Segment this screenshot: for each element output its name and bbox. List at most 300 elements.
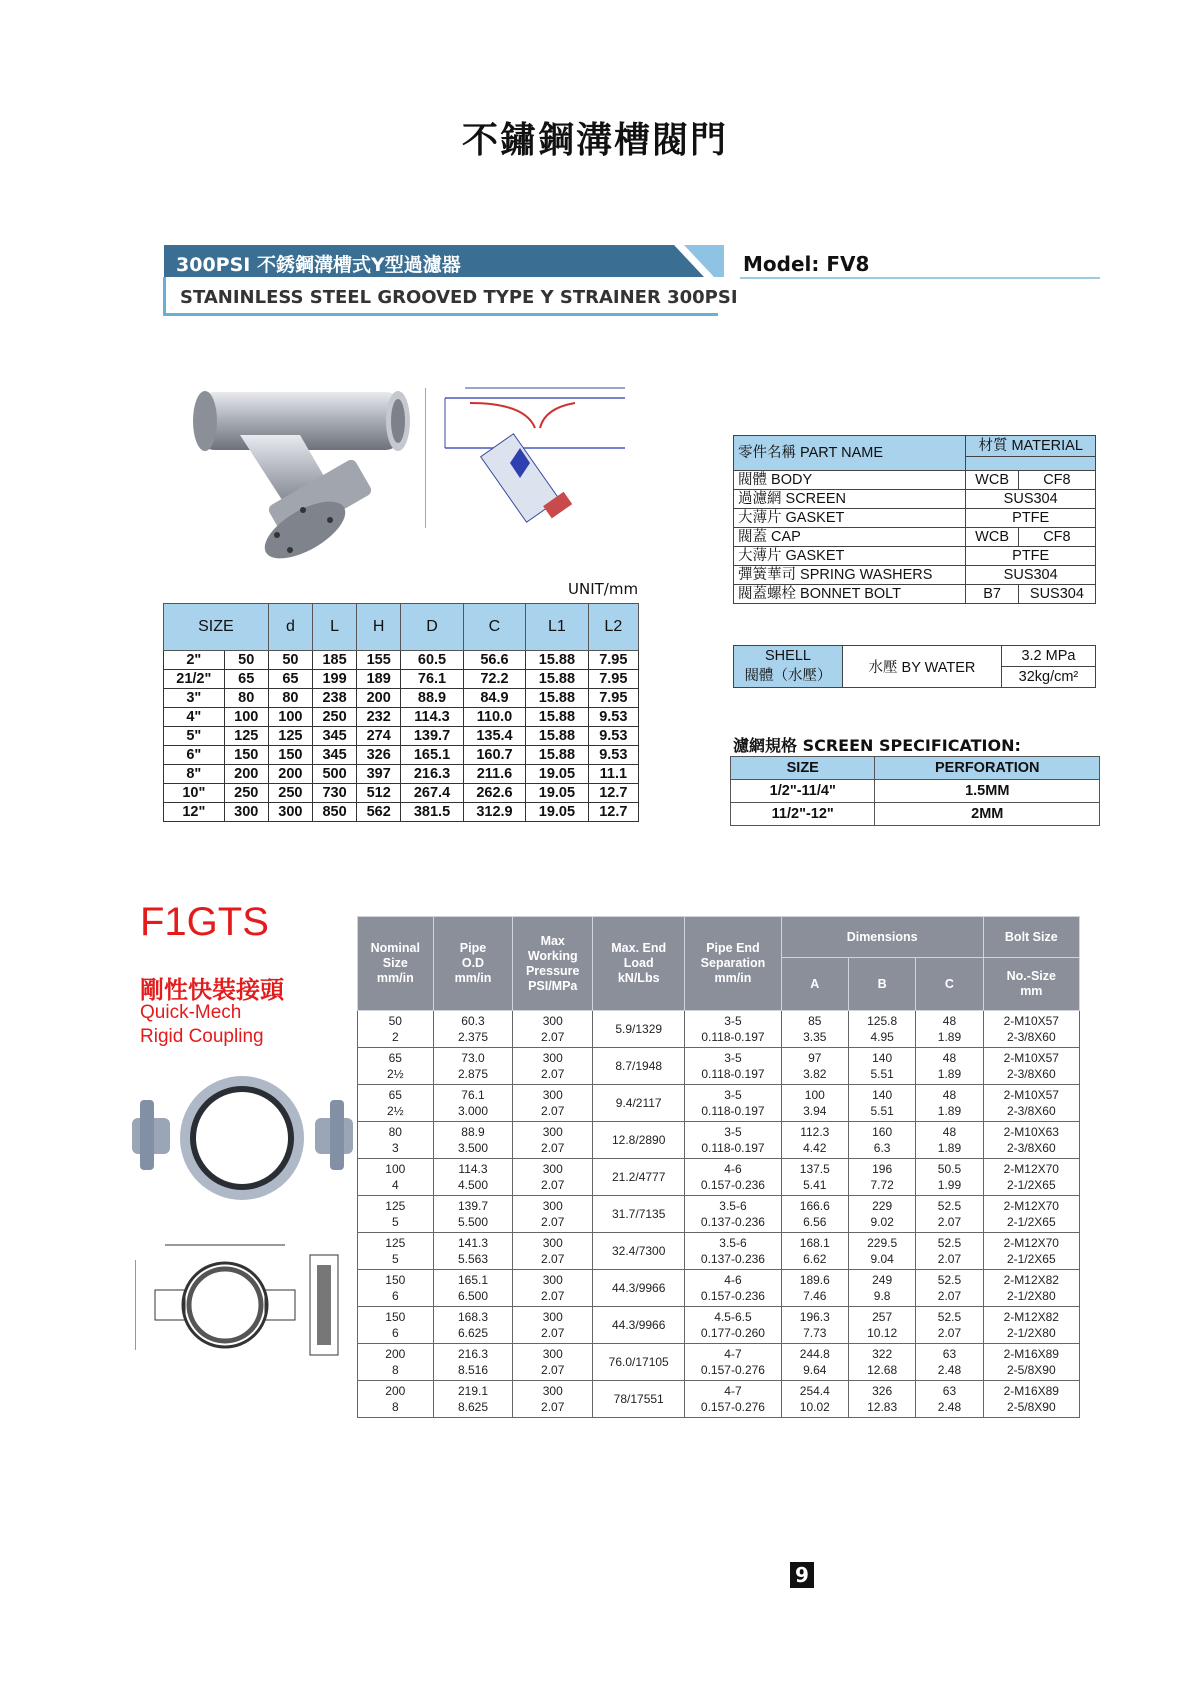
coupling-value: 300 <box>542 1088 563 1102</box>
header-size: SIZE <box>164 604 269 651</box>
coupling-value: 249 <box>872 1273 893 1287</box>
shell-cell <box>734 646 843 688</box>
coupling-cell <box>433 1122 513 1159</box>
size-table-cell: 165.1 <box>401 746 463 765</box>
coupling-value: 6 <box>391 1289 399 1303</box>
coupling-cell: 21.2/4777 <box>593 1159 685 1196</box>
coupling-value: 322 <box>872 1347 893 1361</box>
coupling-cell <box>433 1381 513 1418</box>
coupling-cell <box>433 1048 513 1085</box>
coupling-row <box>358 1048 1080 1085</box>
parts-row <box>734 490 1096 509</box>
coupling-value: 2.07 <box>541 1252 565 1266</box>
coupling-value: 244.8 <box>799 1347 830 1361</box>
coupling-value: 2.07 <box>937 1289 962 1303</box>
coupling-value: 3.5-6 <box>719 1199 747 1213</box>
coupling-value: 76.1 <box>461 1088 485 1102</box>
coupling-value: 300 <box>542 1273 563 1287</box>
coupling-cell <box>433 1307 513 1344</box>
coupling-value: 9.02 <box>870 1215 894 1229</box>
size-table-cell: 60.5 <box>401 651 463 670</box>
coupling-value: 112.3 <box>800 1125 830 1139</box>
size-table-cell: 15.88 <box>526 727 588 746</box>
screen-spec-table <box>730 756 1100 826</box>
size-table-cell: 185 <box>312 651 356 670</box>
coupling-cell <box>685 1159 781 1196</box>
unit-label: UNIT/mm <box>568 580 639 598</box>
size-table-cell: 199 <box>312 670 356 689</box>
coupling-value: 8 <box>391 1400 399 1414</box>
coupling-value: 2.07 <box>541 1289 565 1303</box>
coupling-cell <box>983 1085 1079 1122</box>
coupling-cell <box>358 1381 434 1418</box>
coupling-cell <box>358 1196 434 1233</box>
size-table-cell: 232 <box>357 708 401 727</box>
coupling-cell <box>513 1381 593 1418</box>
coupling-value: 5.51 <box>870 1067 894 1081</box>
size-table-cell: 15.88 <box>526 708 588 727</box>
coupling-row <box>358 1233 1080 1270</box>
coupling-value: 3.82 <box>803 1067 827 1081</box>
coupling-cell <box>781 1011 848 1048</box>
coupling-value: 50.5 <box>937 1162 962 1176</box>
page-number: 9 <box>790 1562 814 1588</box>
header-text: No.-Size <box>1006 969 1056 983</box>
coupling-value: 5.563 <box>457 1252 488 1266</box>
coupling-value: 4 <box>391 1178 399 1192</box>
size-table-row <box>164 689 639 708</box>
size-table-row <box>164 708 639 727</box>
coupling-value: 0.118-0.197 <box>701 1104 765 1118</box>
parts-row <box>734 528 1096 547</box>
header-l: L <box>312 604 356 651</box>
size-table-cell: 6" <box>164 746 225 765</box>
coupling-value: 140 <box>872 1051 893 1065</box>
coupling-cell <box>781 1233 848 1270</box>
coupling-cell: 12.8/2890 <box>593 1122 685 1159</box>
coupling-value: 3-5 <box>724 1125 742 1139</box>
size-table-cell: 5" <box>164 727 225 746</box>
header-d: d <box>268 604 312 651</box>
banner-underline <box>163 313 718 316</box>
coupling-value: 2-1/2X80 <box>1006 1326 1056 1340</box>
size-table-cell: 125 <box>268 727 312 746</box>
size-table-cell: 250 <box>268 784 312 803</box>
coupling-cell <box>781 1122 848 1159</box>
coupling-cell <box>916 1381 983 1418</box>
size-table-row <box>164 765 639 784</box>
part-material: PTFE <box>966 509 1096 528</box>
size-table-cell: 238 <box>312 689 356 708</box>
coupling-value: 2.48 <box>937 1363 962 1377</box>
header-text: Load <box>623 956 654 970</box>
part-material: SUS304 <box>966 490 1096 509</box>
coupling-value: 100 <box>385 1162 406 1176</box>
coupling-value: 65 <box>388 1051 402 1065</box>
coupling-value: 0.118-0.197 <box>701 1067 765 1081</box>
coupling-value: 2.07 <box>541 1326 565 1340</box>
screen-spec-title: 濾網規格 SCREEN SPECIFICATION: <box>733 736 1021 755</box>
size-table-cell: 200 <box>357 689 401 708</box>
coupling-cell: 8.7/1948 <box>593 1048 685 1085</box>
coupling-value: 6.500 <box>457 1289 488 1303</box>
coupling-row <box>358 1159 1080 1196</box>
coupling-value: 4-7 <box>724 1347 742 1361</box>
coupling-value: 168.3 <box>457 1310 488 1324</box>
coupling-cell <box>983 1270 1079 1307</box>
coupling-cell <box>916 1048 983 1085</box>
size-table-row <box>164 746 639 765</box>
coupling-cell <box>433 1196 513 1233</box>
coupling-value: 5.41 <box>803 1178 827 1192</box>
header-bolt-size: Bolt Size <box>983 917 1079 958</box>
coupling-cell <box>685 1011 781 1048</box>
size-table-cell: 80 <box>224 689 268 708</box>
coupling-cell <box>513 1048 593 1085</box>
coupling-cell <box>983 1196 1079 1233</box>
coupling-value: 2½ <box>386 1104 404 1118</box>
size-table-cell: 7.95 <box>588 651 638 670</box>
coupling-value: 2.07 <box>541 1215 565 1229</box>
coupling-cell <box>983 1307 1079 1344</box>
coupling-cell <box>983 1159 1079 1196</box>
f1gts-cn: 剛性快裝接頭 <box>140 976 284 1004</box>
page-title: 不鏽鋼溝槽閥門 <box>461 120 728 161</box>
coupling-value: 0.137-0.236 <box>700 1215 765 1229</box>
coupling-value: 300 <box>542 1162 563 1176</box>
coupling-cell <box>916 1122 983 1159</box>
screen-size: 1/2"-11/4" <box>731 780 875 803</box>
coupling-cell <box>848 1085 915 1122</box>
coupling-value: 125 <box>385 1236 406 1250</box>
coupling-cell <box>848 1048 915 1085</box>
coupling-value: 0.157-0.276 <box>700 1363 765 1377</box>
coupling-value: 6.56 <box>803 1215 827 1229</box>
header-dd: D <box>401 604 463 651</box>
header-b: B <box>848 958 915 1011</box>
banner-title-en: STANINLESS STEEL GROOVED TYPE Y STRAINER 300PSI <box>180 287 738 308</box>
coupling-value: 0.157-0.236 <box>700 1289 765 1303</box>
header-text: PSI/MPa <box>528 978 578 993</box>
size-table-row <box>164 784 639 803</box>
screen-size: 11/2"-12" <box>731 803 875 826</box>
coupling-value: 48 <box>942 1014 957 1028</box>
coupling-value: 2-1/2X65 <box>1006 1215 1056 1229</box>
coupling-value: 141.3 <box>457 1236 488 1250</box>
coupling-value: 7.72 <box>870 1178 894 1192</box>
coupling-cell <box>848 1159 915 1196</box>
header-text: mm <box>1020 984 1043 998</box>
coupling-value: 2-M16X89 <box>1003 1347 1059 1361</box>
coupling-value: 2-M16X89 <box>1003 1384 1059 1398</box>
coupling-cell <box>983 1011 1079 1048</box>
size-table-cell: 15.88 <box>526 670 588 689</box>
size-table-cell: 9.53 <box>588 746 638 765</box>
header-text: Pressure <box>525 963 580 978</box>
size-table-cell: 730 <box>312 784 356 803</box>
coupling-value: 9.04 <box>870 1252 894 1266</box>
coupling-cell <box>781 1159 848 1196</box>
size-table-cell: 189 <box>357 670 401 689</box>
header-text: mm/in <box>714 971 752 985</box>
size-table-cell: 155 <box>357 651 401 670</box>
coupling-cell <box>916 1344 983 1381</box>
coupling-value: 114.3 <box>458 1162 488 1176</box>
coupling-value: 2-5/8X90 <box>1006 1363 1056 1377</box>
coupling-value: 4.5-6.5 <box>714 1310 752 1324</box>
size-table-cell: 7.95 <box>588 689 638 708</box>
coupling-value: 7.73 <box>803 1326 827 1340</box>
coupling-row <box>358 1122 1080 1159</box>
coupling-cell <box>433 1233 513 1270</box>
size-table <box>163 603 639 822</box>
coupling-row <box>358 1011 1080 1048</box>
coupling-value: 165.1 <box>457 1273 488 1287</box>
part-material: WCB <box>966 528 1018 547</box>
coupling-value: 2-M10X57 <box>1003 1051 1059 1065</box>
parts-header-name: 零件名稱 PART NAME <box>734 436 966 471</box>
size-table-cell: 80 <box>268 689 312 708</box>
part-name: 閥蓋螺栓 BONNET BOLT <box>734 585 966 604</box>
size-table-cell: 262.6 <box>463 784 525 803</box>
size-table-cell: 397 <box>357 765 401 784</box>
size-table-cell: 512 <box>357 784 401 803</box>
coupling-value: 52.5 <box>937 1273 962 1287</box>
coupling-cell <box>848 1344 915 1381</box>
part-material: SUS304 <box>966 566 1096 585</box>
part-material: SUS304 <box>1018 585 1095 604</box>
shell-cn: 閥體（水壓） <box>744 668 832 684</box>
coupling-value: 2-3/8X60 <box>1006 1030 1056 1044</box>
part-name: 過濾網 SCREEN <box>734 490 966 509</box>
coupling-cell <box>513 1233 593 1270</box>
coupling-value: 85 <box>808 1014 822 1028</box>
coupling-value: 5 <box>391 1252 399 1266</box>
coupling-value: 1.89 <box>937 1030 962 1044</box>
coupling-value: 300 <box>542 1014 563 1028</box>
coupling-cell <box>983 1381 1079 1418</box>
part-name: 閥體 BODY <box>734 471 966 490</box>
coupling-value: 140 <box>872 1088 893 1102</box>
model-label: Model: FV8 <box>743 252 870 276</box>
header-text: Max <box>540 933 565 948</box>
size-table-cell: 100 <box>224 708 268 727</box>
coupling-value: 6 <box>391 1326 399 1340</box>
coupling-value: 60.3 <box>461 1014 485 1028</box>
coupling-cell <box>848 1011 915 1048</box>
coupling-row <box>358 1085 1080 1122</box>
part-material: WCB <box>966 471 1018 490</box>
coupling-cell <box>433 1011 513 1048</box>
size-table-cell: 50 <box>224 651 268 670</box>
size-table-cell: 10" <box>164 784 225 803</box>
coupling-cell <box>916 1233 983 1270</box>
parts-table <box>733 435 1096 604</box>
coupling-cell <box>685 1233 781 1270</box>
coupling-value: 200 <box>385 1347 406 1361</box>
header-end-load <box>593 917 685 1011</box>
coupling-cell: 32.4/7300 <box>593 1233 685 1270</box>
size-table-cell: 250 <box>312 708 356 727</box>
header-text: Working <box>527 948 578 963</box>
header-l2: L2 <box>588 604 638 651</box>
size-table-cell: 56.6 <box>463 651 525 670</box>
coupling-cell <box>916 1085 983 1122</box>
size-table-cell: 21/2" <box>164 670 225 689</box>
size-table-cell: 9.53 <box>588 727 638 746</box>
coupling-row <box>358 1307 1080 1344</box>
size-table-cell: 9.53 <box>588 708 638 727</box>
size-table-cell: 200 <box>224 765 268 784</box>
screen-perforation: 2MM <box>875 803 1100 826</box>
size-table-cell: 19.05 <box>526 765 588 784</box>
coupling-cell: 44.3/9966 <box>593 1270 685 1307</box>
coupling-value: 0.118-0.197 <box>701 1030 765 1044</box>
size-table-cell: 4" <box>164 708 225 727</box>
coupling-cell <box>685 1381 781 1418</box>
coupling-value: 4-6 <box>724 1273 742 1287</box>
coupling-cell <box>848 1307 915 1344</box>
coupling-value: 48 <box>942 1051 957 1065</box>
coupling-value: 5 <box>391 1215 399 1229</box>
coupling-value: 1.89 <box>937 1141 962 1155</box>
coupling-value: 2-M12X70 <box>1003 1162 1059 1176</box>
parts-row <box>734 471 1096 490</box>
header-h: H <box>357 604 401 651</box>
coupling-value: 3 <box>391 1141 399 1155</box>
coupling-value: 2-M12X82 <box>1003 1310 1059 1324</box>
coupling-value: 150 <box>385 1310 406 1324</box>
coupling-cell <box>685 1307 781 1344</box>
coupling-cell <box>358 1307 434 1344</box>
coupling-value: 216.3 <box>457 1347 488 1361</box>
size-table-cell: 125 <box>224 727 268 746</box>
coupling-cell <box>685 1085 781 1122</box>
coupling-value: 0.137-0.236 <box>700 1252 765 1266</box>
header-pipe <box>433 917 513 1011</box>
screen-header-perforation: PERFORATION <box>875 757 1100 780</box>
size-table-cell: 267.4 <box>401 784 463 803</box>
header-max-working-pressure <box>513 917 593 1011</box>
coupling-cell <box>781 1381 848 1418</box>
coupling-value: 6.62 <box>803 1252 827 1266</box>
size-table-cell: 850 <box>312 803 356 822</box>
coupling-cell <box>685 1048 781 1085</box>
coupling-value: 88.9 <box>461 1125 485 1139</box>
part-name: 彈簧華司 SPRING WASHERS <box>734 566 966 585</box>
coupling-value: 326 <box>872 1384 893 1398</box>
size-table-cell: 110.0 <box>463 708 525 727</box>
size-table-cell: 150 <box>268 746 312 765</box>
coupling-value: 219.1 <box>457 1384 488 1398</box>
coupling-cell: 44.3/9966 <box>593 1307 685 1344</box>
coupling-value: 2 <box>391 1030 399 1044</box>
coupling-value: 300 <box>542 1310 563 1324</box>
coupling-cell <box>848 1270 915 1307</box>
coupling-value: 166.6 <box>799 1199 830 1213</box>
size-table-row <box>164 727 639 746</box>
coupling-cell <box>513 1011 593 1048</box>
size-table-cell: 300 <box>224 803 268 822</box>
coupling-value: 2.07 <box>937 1215 962 1229</box>
size-table-cell: 150 <box>224 746 268 765</box>
screen-perforation: 1.5MM <box>875 780 1100 803</box>
size-table-cell: 312.9 <box>463 803 525 822</box>
size-table-cell: 88.9 <box>401 689 463 708</box>
coupling-cell <box>983 1344 1079 1381</box>
part-material: CF8 <box>1018 471 1095 490</box>
coupling-value: 2.07 <box>541 1104 565 1118</box>
header-nominal <box>358 917 434 1011</box>
size-table-cell: 19.05 <box>526 803 588 822</box>
coupling-value: 0.157-0.276 <box>700 1400 765 1414</box>
size-table-cell: 72.2 <box>463 670 525 689</box>
size-table-cell: 84.9 <box>463 689 525 708</box>
coupling-value: 2.07 <box>541 1067 565 1081</box>
by-water: 水壓 BY WATER <box>843 646 1002 688</box>
size-table-cell: 562 <box>357 803 401 822</box>
coupling-cell <box>358 1011 434 1048</box>
pressure-mpa: 3.2 MPa <box>1001 646 1095 667</box>
coupling-value: 254.4 <box>799 1384 830 1398</box>
part-material: CF8 <box>1018 528 1095 547</box>
model-underline <box>740 277 1100 279</box>
coupling-value: 3.500 <box>457 1141 488 1155</box>
coupling-cell <box>685 1196 781 1233</box>
coupling-cell <box>433 1270 513 1307</box>
size-table-cell: 345 <box>312 746 356 765</box>
coupling-value: 2.07 <box>541 1030 565 1044</box>
coupling-value: 63 <box>942 1384 957 1398</box>
size-table-cell: 8" <box>164 765 225 784</box>
size-table-row <box>164 651 639 670</box>
coupling-value: 300 <box>542 1125 563 1139</box>
coupling-cell <box>781 1085 848 1122</box>
header-text: kN/Lbs <box>617 971 660 985</box>
coupling-value: 0.157-0.236 <box>700 1178 765 1192</box>
coupling-cell <box>916 1011 983 1048</box>
size-table-cell: 12.7 <box>588 803 638 822</box>
coupling-cell <box>781 1344 848 1381</box>
coupling-value: 2-3/8X60 <box>1006 1067 1056 1081</box>
size-table-cell: 15.88 <box>526 651 588 670</box>
coupling-cell <box>433 1085 513 1122</box>
coupling-value: 73.0 <box>461 1051 485 1065</box>
coupling-value: 2.07 <box>937 1326 962 1340</box>
coupling-cell <box>983 1122 1079 1159</box>
size-table-cell: 12.7 <box>588 784 638 803</box>
coupling-value: 97 <box>808 1051 822 1065</box>
coupling-value: 4.95 <box>870 1030 894 1044</box>
coupling-cell <box>358 1344 434 1381</box>
coupling-value: 125.8 <box>867 1014 898 1028</box>
coupling-cell: 76.0/17105 <box>593 1344 685 1381</box>
coupling-value: 139.7 <box>457 1199 488 1213</box>
coupling-value: 2.07 <box>937 1252 962 1266</box>
header-text: Max. End <box>611 941 667 955</box>
coupling-cell: 31.7/7135 <box>593 1196 685 1233</box>
coupling-value: 3.5-6 <box>719 1236 747 1250</box>
coupling-cell: 78/17551 <box>593 1381 685 1418</box>
coupling-value: 52.5 <box>937 1310 962 1324</box>
coupling-cell <box>848 1122 915 1159</box>
header-text: mm/in <box>376 971 414 985</box>
coupling-value: 2-M12X70 <box>1003 1199 1059 1213</box>
coupling-value: 4-6 <box>724 1162 742 1176</box>
y-strainer-photo <box>190 380 420 560</box>
parts-row <box>734 509 1096 528</box>
coupling-value: 2½ <box>386 1067 404 1081</box>
